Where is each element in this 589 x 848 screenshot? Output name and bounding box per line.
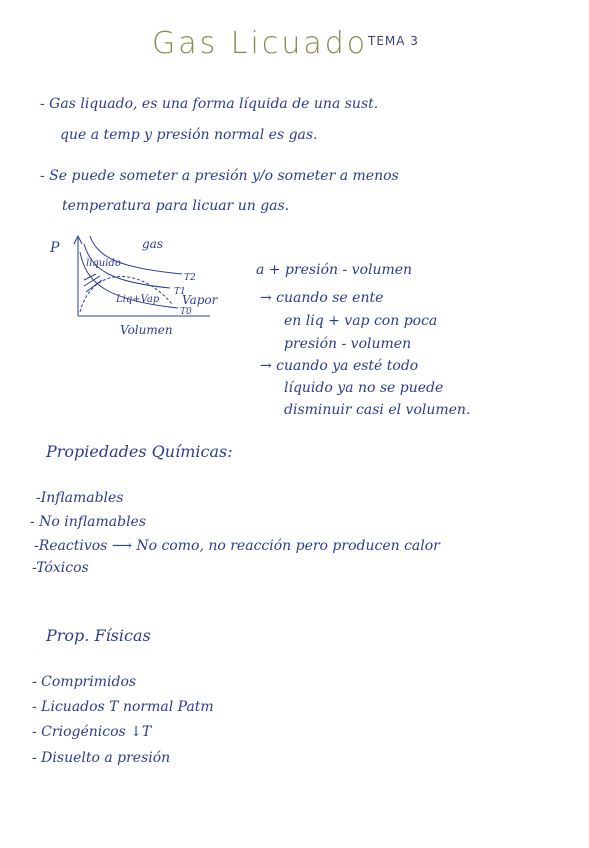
note-line: → cuando se ente [260,290,384,306]
phys-item: - Comprimidos [32,674,137,690]
phase-diagram [50,230,250,340]
t0-label: T0 [180,307,192,317]
intro-line: - Gas liquado, es una forma líquida de una sust. [40,96,379,112]
note-line: presión - volumen [284,336,412,352]
axis-y-label: P [50,240,60,256]
topic-tag: TEMA 3 [368,34,419,48]
liquid-region-label: liquido [86,258,121,269]
chem-item: -Reactivos ⟶ No como, no reacción pero producen calor [34,538,440,554]
intro-line: - Se puede someter a presión y/o someter a menos [40,168,399,184]
phys-heading: Prop. Físicas [46,626,151,645]
note-line: a + presión - volumen [256,262,413,278]
note-line: líquido ya no se puede [284,380,444,396]
phys-item: - Criogénicos ↓T [32,724,152,740]
chem-item: - No inflamables [30,514,147,530]
note-line: en liq + vap con poca [284,313,438,329]
intro-line: temperatura para licuar un gas. [62,198,290,214]
t2-label: T2 [184,273,196,283]
mix-region-label: Liq+Vap [116,294,160,305]
chem-item: -Tóxicos [32,560,89,576]
axis-x-label: Volumen [120,323,173,337]
intro-line: que a temp y presión normal es gas. [60,127,318,143]
chem-heading: Propiedades Químicas: [46,442,233,461]
note-line: → cuando ya esté todo [260,358,419,374]
phys-item: - Licuados T normal Patm [32,699,214,715]
phys-item: - Disuelto a presión [32,750,171,766]
page-title: Gas Licuado [152,26,369,61]
t1-label: T1 [174,287,186,297]
gas-region-label: gas [142,237,163,251]
vapor-region-label: Vapor [182,293,218,307]
note-line: disminuir casi el volumen. [284,402,471,418]
chem-item: -Inflamables [36,490,124,506]
